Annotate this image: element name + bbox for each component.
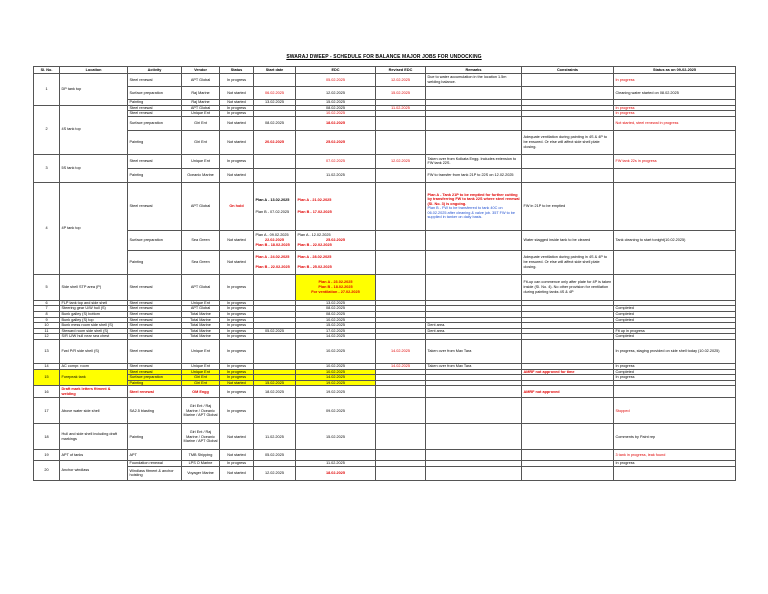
status-cell: Not started xyxy=(220,230,254,250)
vendor-cell: OM Engg xyxy=(182,386,220,398)
vendor-cell: Total Marine xyxy=(182,328,220,334)
activity-cell: Steel renewal xyxy=(128,105,182,111)
sl-cell: 7 xyxy=(34,306,60,312)
vendor-cell: APT Global xyxy=(182,306,220,312)
activity-cell: Steel renewal xyxy=(128,182,182,230)
vendor-cell: TMB Shipping xyxy=(182,450,220,461)
col-header: Sl. No. xyxy=(34,67,60,74)
location-cell: Above water side shell xyxy=(60,398,128,424)
current-status-cell: Stopped xyxy=(614,398,736,424)
plan-a-edc: Plan A - 12.02.2025 xyxy=(297,233,331,238)
col-header: Constraints xyxy=(522,67,614,74)
vendor-cell: Sea Green xyxy=(182,250,220,274)
start-cell: 15.02.2025 xyxy=(254,380,296,386)
plan-a-remark: Plan A - Tank 21P to be emptied for further cutting by transferring FW to tank 22S where steel renewal (Sl. No. 3) is ongoing. xyxy=(427,192,520,206)
activity-cell: Steel renewal xyxy=(128,317,182,323)
start-cell: 12.02.2025 xyxy=(254,466,296,480)
activity-cell: Foundation renewal xyxy=(128,461,182,467)
location-cell: Side shell STP area (P) xyxy=(60,274,128,300)
status-cell: In progress xyxy=(220,323,254,329)
plan-b-remark: Plan B - FW to be transferred to tank 40C on 06.02.2025 after cleaning & valve job. 35T FW to be supplied in tanker on daily basis. xyxy=(427,206,516,220)
status-cell: In progress xyxy=(220,339,254,363)
sl-cell: 9 xyxy=(34,317,60,323)
status-cell: In progress xyxy=(220,74,254,87)
edc-cell: 08.02.2025 xyxy=(296,105,376,111)
col-header: Start date xyxy=(254,67,296,74)
vendor-cell: Raj Marine xyxy=(182,100,220,106)
edc-cell: 11.02.2025 xyxy=(296,461,376,467)
table-row xyxy=(34,182,736,230)
activity-cell: Steel renewal xyxy=(128,386,182,398)
location-cell: Bunk galley (S) bottom xyxy=(60,311,128,317)
current-status-cell: Cleaning water started on 08.02.2025 xyxy=(614,87,736,100)
current-status-cell: FW tank 22s in progress xyxy=(614,154,736,168)
plan-a-edc: Plan A - 23.02.2025 xyxy=(318,280,353,285)
sl-cell: 20 xyxy=(34,461,60,481)
sl-cell: 4 xyxy=(34,182,60,274)
remarks-cell: FW to transfer from tank 21P to 22S on 12.02.2025 xyxy=(426,168,522,182)
activity-cell: Steel renewal xyxy=(128,363,182,369)
table-row xyxy=(34,398,736,424)
activity-cell: Painting xyxy=(128,380,182,386)
vendor-cell: Giri Ent xyxy=(182,380,220,386)
plan-a-start: Plan A - 09.02.2025 xyxy=(255,233,289,238)
vendor-cell: Unique Ent xyxy=(182,154,220,168)
sl-cell: 12 xyxy=(34,334,60,340)
current-status-cell: Fit up in progress xyxy=(614,328,736,334)
current-status-cell: 3 tank in progress, leak found xyxy=(614,450,736,461)
edc-cell: 05.02.2025 xyxy=(296,74,376,87)
start-cell xyxy=(254,182,296,230)
activity-cell: Painting xyxy=(128,168,182,182)
vendor-cell: APT Global xyxy=(182,182,220,230)
vendor-cell: LPS O Marine xyxy=(182,461,220,467)
edc-cell: 25.02.2025 xyxy=(296,130,376,154)
status-cell: In progress xyxy=(220,363,254,369)
edc-cell: 15.02.2025 xyxy=(296,323,376,329)
location-cell: 4S tank top xyxy=(60,105,128,154)
edc-cell: 14.02.2025 xyxy=(296,375,376,381)
edc-cell: 17.02.2025 xyxy=(296,328,376,334)
location-cell: S/R U/W hull near sea chest xyxy=(60,334,128,340)
constraints-cell: FW in 21P to be emptied xyxy=(522,182,614,230)
status-cell: Not started xyxy=(220,100,254,106)
edc-cell: 10.02.2025 xyxy=(296,317,376,323)
edc-cell: 15.02.2025 xyxy=(296,100,376,106)
edc-cell: 07.02.2025 xyxy=(296,154,376,168)
vendor-cell: Unique Ent xyxy=(182,363,220,369)
table-row xyxy=(34,230,736,250)
revised-edc-cell: 12.02.2025 xyxy=(376,74,426,87)
plan-b-start: Plan B - 18.02.2025 xyxy=(255,242,290,247)
ventilation-edc: For ventilation - 27.02.2025 xyxy=(311,289,360,294)
status-cell: In progress xyxy=(220,461,254,467)
vendor-cell: Unique Ent xyxy=(182,300,220,306)
edc-cell: 18.02.2025 xyxy=(296,466,376,480)
vendor-cell: Unique Ent xyxy=(182,111,220,117)
activity-cell: Steel renewal xyxy=(128,111,182,117)
activity-cell: Painting xyxy=(128,424,182,450)
edc-cell: 15.02.2025 xyxy=(296,424,376,450)
plan-b-edc: Plan B - 18.02.2025 xyxy=(318,284,353,289)
activity-cell: Steel renewal xyxy=(128,334,182,340)
vendor-cell: Giri Ent / Raj Marine / Oceanic Marine / APT Global xyxy=(182,424,220,450)
current-status-cell: Completed xyxy=(614,369,736,375)
status-cell: In progress xyxy=(220,386,254,398)
status-cell: Not started xyxy=(220,87,254,100)
activity-cell: Steel renewal xyxy=(128,306,182,312)
sl-cell: 8 xyxy=(34,311,60,317)
status-cell: Not started xyxy=(220,450,254,461)
vendor-cell: APT Global xyxy=(182,74,220,87)
col-header: Vendor xyxy=(182,67,220,74)
revised-edc-cell: 15.02.2025 xyxy=(376,87,426,100)
constraints-cell xyxy=(522,87,614,100)
vendor-cell: Total Marine xyxy=(182,334,220,340)
edc-cell: 09.02.2025 xyxy=(296,398,376,424)
edc-cell: 19.02.2025 xyxy=(296,386,376,398)
col-header: Status as on 09-02-2025 xyxy=(614,67,736,74)
table-row xyxy=(34,450,736,461)
constraints-cell: AMRF not approved for time xyxy=(522,369,614,375)
revised-edc-cell: 12.02.2025 xyxy=(376,154,426,168)
activity-cell: Steel renewal xyxy=(128,369,182,375)
activity-cell: Painting xyxy=(128,250,182,274)
table-row xyxy=(34,250,736,274)
sl-cell: 19 xyxy=(34,450,60,461)
vendor-cell: Oceanic Marine xyxy=(182,168,220,182)
current-status-cell: In progress xyxy=(614,111,736,117)
constraints-cell: Adequate ventilation during painting in 4S & 4P to be ensured. Or else will affect side shell plate closing. xyxy=(522,130,614,154)
current-status-cell: Completed xyxy=(614,306,736,312)
sl-cell: 14 xyxy=(34,363,60,369)
edc-cell xyxy=(296,230,376,250)
table-row xyxy=(34,386,736,398)
remarks-cell: Taken over from Max Tara xyxy=(426,339,522,363)
activity-cell: Painting xyxy=(128,130,182,154)
edc-cell: 19.02.2025 xyxy=(296,380,376,386)
table-row xyxy=(34,274,736,300)
activity-cell: Surface preparation xyxy=(128,230,182,250)
plan-a-start: Plan A - 24.02.2025 xyxy=(255,255,290,260)
status-cell: Not started xyxy=(220,116,254,130)
current-status-cell: In progress xyxy=(614,105,736,111)
status-cell: In progress xyxy=(220,154,254,168)
edc-cell xyxy=(296,250,376,274)
edc-cell: 10.02.2025 xyxy=(296,369,376,375)
plan-b-edc: Plan B - 25.02.2025 xyxy=(297,264,332,269)
edc-cell: 10.02.2025 xyxy=(296,111,376,117)
start-cell: 13.02.2025 xyxy=(254,100,296,106)
location-cell: 5S tank top xyxy=(60,154,128,182)
location-cell: Forepeak tank xyxy=(60,369,128,386)
table-row xyxy=(34,116,736,130)
location-cell: AC compr. room xyxy=(60,363,128,369)
location-cell: FLP tank top and side shell xyxy=(60,300,128,306)
plan-a-edc: Plan A - 28.02.2025 xyxy=(297,255,332,260)
current-status-cell: Completed xyxy=(614,334,736,340)
start-cell xyxy=(254,74,296,87)
status-cell: In progress xyxy=(220,334,254,340)
status-cell: In progress xyxy=(220,274,254,300)
status-cell: In progress xyxy=(220,311,254,317)
status-cell: Not started xyxy=(220,424,254,450)
table-row xyxy=(34,74,736,87)
vendor-cell: Giri Ent / Raj Marine / Oceanic Marine / APT Global xyxy=(182,398,220,424)
plan-b-start: Plan B - 07.02.2025 xyxy=(255,210,290,215)
current-status-cell: In progress xyxy=(614,363,736,369)
edc-cell: 18.02.2025 xyxy=(296,116,376,130)
plan-b-edc: Plan B - 22.02.2025 xyxy=(297,242,332,247)
col-header: Remarks xyxy=(426,67,522,74)
start-cell xyxy=(254,230,296,250)
col-header: EDC xyxy=(296,67,376,74)
current-status-cell: In progress, staging provided on side shell today (10.02.2025) xyxy=(614,339,736,363)
status-cell: In progress xyxy=(220,300,254,306)
status-cell: Not started xyxy=(220,466,254,480)
start-cell: 11.02.2025 xyxy=(254,424,296,450)
status-cell: Not started xyxy=(220,168,254,182)
revised-edc-cell: 14.02.2025 xyxy=(376,339,426,363)
remarks-cell: Due to water accumulation in the location 1.5m welding balance. xyxy=(426,74,522,87)
sl-cell: 13 xyxy=(34,339,60,363)
activity-cell: Surface preparation xyxy=(128,375,182,381)
table-row xyxy=(34,424,736,450)
vendor-cell: Unique Ent xyxy=(182,369,220,375)
activity-cell: Steel renewal xyxy=(128,274,182,300)
status-cell: Not started xyxy=(220,130,254,154)
header-row xyxy=(34,67,736,74)
remarks-cell xyxy=(426,87,522,100)
status-cell: In progress xyxy=(220,306,254,312)
edc-cell xyxy=(296,274,376,300)
activity-cell: SA2.5 blasting xyxy=(128,398,182,424)
remarks-cell: Taken over from Kolkata Engg. Includes extension to FW tank 22S. xyxy=(426,154,522,168)
status-cell: In progress xyxy=(220,105,254,111)
current-status-cell: Completed xyxy=(614,311,736,317)
activity-cell: Steel renewal xyxy=(128,323,182,329)
location-cell: Hull and side shell including draft markings xyxy=(60,424,128,450)
location-cell: Anchor windlass xyxy=(60,461,128,481)
col-header: Status xyxy=(220,67,254,74)
col-header: Revised EDC xyxy=(376,67,426,74)
constraints-cell xyxy=(522,74,614,87)
start-cell: 18.02.2025 xyxy=(254,386,296,398)
location-cell: Fwd P/R side shell (S) xyxy=(60,339,128,363)
remarks-cell xyxy=(426,182,522,230)
start-cell: 08.02.2025 xyxy=(254,116,296,130)
sl-cell: 11 xyxy=(34,328,60,334)
vendor-cell: Raj Marine xyxy=(182,87,220,100)
status-cell: Not started xyxy=(220,250,254,274)
status-cell: In progress xyxy=(220,398,254,424)
status-cell: Not started xyxy=(220,380,254,386)
status-cell: In progress xyxy=(220,375,254,381)
plan-a-start-revised: 22.02.2025 xyxy=(264,237,284,242)
current-status-cell: Not started, steel renewal in progress xyxy=(614,116,736,130)
plan-b-edc: Plan B - 17.02.2025 xyxy=(297,210,332,215)
page-title: SWARAJ DWEEP - SCHEDULE FOR BALANCE MAJOR JOBS FOR UNDOCKING xyxy=(286,54,482,60)
activity-cell: APT xyxy=(128,450,182,461)
plan-a-edc-revised: 25.02.2025 xyxy=(325,237,345,242)
schedule-table xyxy=(33,66,736,481)
location-cell: DP tank top xyxy=(60,74,128,106)
edc-cell: 08.02.2025 xyxy=(296,306,376,312)
status-cell: In progress xyxy=(220,111,254,117)
sl-cell: 10 xyxy=(34,323,60,329)
plan-a-edc: Plan A - 21.02.2025 xyxy=(297,197,332,202)
activity-cell: Steel renewal xyxy=(128,328,182,334)
vendor-cell: Giri Ent xyxy=(182,130,220,154)
status-cell: In progress xyxy=(220,317,254,323)
vendor-cell: Unique Ent xyxy=(182,339,220,363)
remarks-cell: Dent area. xyxy=(426,323,522,329)
location-cell: Bunk mess room side shell (S) xyxy=(60,323,128,329)
activity-cell: Windlass fitment & anchor hoisting xyxy=(128,466,182,480)
start-cell xyxy=(254,250,296,274)
current-status-cell: Tank cleaning to start tonight(10.02.2025) xyxy=(614,230,736,250)
constraints-cell: Adequate ventilation during painting in 4S & 4P to be ensured. Or else will affect side shell plate closing. xyxy=(522,250,614,274)
status-cell: In progress xyxy=(220,328,254,334)
edc-cell: 10.02.2025 xyxy=(296,363,376,369)
sl-cell: 6 xyxy=(34,300,60,306)
constraints-cell: AMRF not approved xyxy=(522,386,614,398)
vendor-cell: Giri Ent xyxy=(182,116,220,130)
sl-cell: 17 xyxy=(34,398,60,424)
activity-cell: Surface preparation xyxy=(128,116,182,130)
status-cell: On hold xyxy=(220,182,254,230)
activity-cell: Steel renewal xyxy=(128,154,182,168)
current-status-cell: Completed xyxy=(614,317,736,323)
edc-cell: 08.02.2025 xyxy=(296,311,376,317)
location-cell: 4P tank top xyxy=(60,182,128,274)
table-row xyxy=(34,87,736,100)
edc-cell: 10.02.2025 xyxy=(296,339,376,363)
location-cell: Draft mark letters fitment & welding xyxy=(60,386,128,398)
vendor-cell: Total Marine xyxy=(182,317,220,323)
vendor-cell: APT Global xyxy=(182,105,220,111)
vendor-cell: Sea Green xyxy=(182,230,220,250)
activity-cell: Steel renewal xyxy=(128,339,182,363)
revised-edc-cell: 14.02.2025 xyxy=(376,363,426,369)
constraints-cell: Water stagged inside tank to be cleared xyxy=(522,230,614,250)
status-cell: In progress xyxy=(220,369,254,375)
vendor-cell: Voyager Marine xyxy=(182,466,220,480)
activity-cell: Painting xyxy=(128,100,182,106)
edc-cell: 14.02.2025 xyxy=(296,334,376,340)
remarks-cell: Dent area. xyxy=(426,328,522,334)
current-status-cell: In progress xyxy=(614,375,736,381)
edc-cell: 13.02.2025 xyxy=(296,300,376,306)
edc-cell xyxy=(296,182,376,230)
location-cell: Bunk galley (S) top xyxy=(60,317,128,323)
revised-edc-cell: 11.02.2025 xyxy=(376,105,426,111)
table-row xyxy=(34,154,736,168)
sl-cell: 2 xyxy=(34,105,60,154)
start-cell: 05.02.2025 xyxy=(254,328,296,334)
table-row xyxy=(34,466,736,480)
edc-cell: 12.02.2025 xyxy=(296,87,376,100)
activity-cell: Steel renewal xyxy=(128,311,182,317)
sl-cell: 18 xyxy=(34,424,60,450)
sl-cell: 5 xyxy=(34,274,60,300)
current-status-cell: Comments by Paint rep xyxy=(614,424,736,450)
sl-cell: 16 xyxy=(34,386,60,398)
vendor-cell: Total Marine xyxy=(182,311,220,317)
start-cell: 05.02.2025 xyxy=(254,450,296,461)
location-cell: Steward room side shell (S) xyxy=(60,328,128,334)
plan-a-start: Plan A - 13.02.2025 xyxy=(255,197,290,202)
activity-cell: Steel renewal xyxy=(128,300,182,306)
remarks-cell: Taken over from Max Tara xyxy=(426,363,522,369)
constraints-cell: Fit-up can commence only after plate for 4P is taken inside (Sl. No. 4). No other provision for ventilation during painting tanks 4S & 4P xyxy=(522,274,614,300)
sl-cell: 3 xyxy=(34,154,60,182)
table-row xyxy=(34,130,736,154)
start-cell: 20.02.2025 xyxy=(254,130,296,154)
table-row xyxy=(34,168,736,182)
location-cell: Steering gear U/W hull (S) xyxy=(60,306,128,312)
current-status-cell: In progress xyxy=(614,461,736,467)
vendor-cell: Total Marine xyxy=(182,323,220,329)
edc-cell: 11.02.2025 xyxy=(296,168,376,182)
current-status-cell: In progress xyxy=(614,74,736,87)
vendor-cell: Giri Ent xyxy=(182,375,220,381)
vendor-cell: APT Global xyxy=(182,274,220,300)
plan-b-start: Plan B - 22.02.2025 xyxy=(255,264,290,269)
location-cell: APT of tanks xyxy=(60,450,128,461)
col-header: Location xyxy=(60,67,128,74)
sl-cell: 15 xyxy=(34,369,60,386)
activity-cell: Steel renewal xyxy=(128,74,182,87)
activity-cell: Surface preparation xyxy=(128,87,182,100)
table-row xyxy=(34,339,736,363)
start-cell: 06.02.2025 xyxy=(254,87,296,100)
sl-cell: 1 xyxy=(34,74,60,106)
col-header: Activity xyxy=(128,67,182,74)
